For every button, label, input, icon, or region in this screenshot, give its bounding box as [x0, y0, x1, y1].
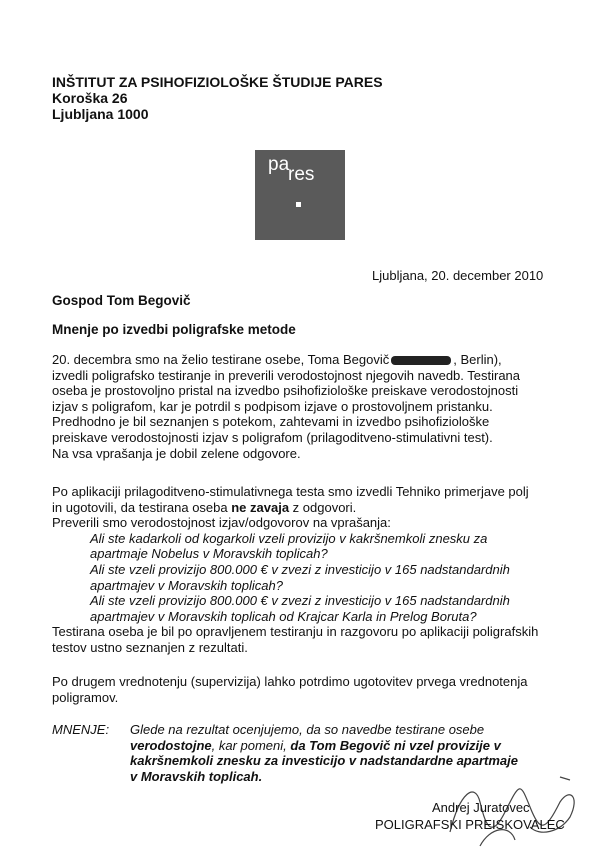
- text-span: in ugotovili, da testirana oseba: [52, 499, 232, 515]
- paragraph-2-line: Testirana oseba je bil po opravljenem testiranju in razgovoru po aplikaciji poligrafskih: [52, 624, 539, 640]
- question-line: apartmajev v Moravskih toplicah?: [90, 577, 283, 593]
- question-line: Ali ste vzeli provizijo 800.000 € v zvezi z investicijo v 165 nadstandardnih: [90, 593, 510, 609]
- opinion-line: v Moravskih toplicah.: [130, 768, 263, 784]
- letter-date: Ljubljana, 20. december 2010: [372, 268, 544, 283]
- paragraph-3-line: poligramov.: [52, 689, 119, 705]
- recipient: Gospod Tom Begovič: [52, 293, 191, 308]
- opinion-line: kakršnemkoli znesku za investicijo v nadstandardne apartmaje: [130, 753, 518, 769]
- logo-text-pa: pa: [268, 154, 290, 175]
- paragraph-2-line: Po aplikaciji prilagoditveno-stimulativnega testa smo izvedli Tehniko primerjave polj: [52, 484, 529, 499]
- institute-city: Ljubljana 1000: [52, 106, 149, 122]
- paragraph-1-line: oseba je prostovoljno pristal na izvedbo psihofiziološke preiskave verodostojnosti: [52, 383, 519, 399]
- opinion-label: MNENJE:: [52, 722, 110, 737]
- question-line: Ali ste vzeli provizijo 800.000 € v zvezi z investicijo v 165 nadstandardnih: [90, 561, 510, 577]
- question-line: apartmaje Nobelus v Moravskih toplicah?: [90, 546, 328, 562]
- logo-text-res: res: [288, 164, 315, 185]
- question-line: Ali ste kadarkoli od kogarkoli vzeli provizijo v kakršnemkoli znesku za: [90, 530, 488, 546]
- bold-text: verodostojne: [130, 737, 212, 753]
- paragraph-3: [52, 674, 572, 705]
- signer-name: Andrej Juratovec: [432, 800, 530, 815]
- text-span: z odgovori.: [289, 499, 357, 515]
- paragraph-2: [52, 484, 572, 656]
- paragraph-2-line: Preverili smo verodostojnost izjav/odgovorov na vprašanja:: [52, 515, 391, 531]
- paragraph-1-line: preiskave verodostojnosti izjav s poligrafom (prilagoditveno-stimulativni test).: [52, 429, 493, 445]
- text-span: , Berlin),: [453, 352, 502, 367]
- pares-logo: [255, 150, 345, 240]
- paragraph-2-line: [52, 500, 572, 516]
- paragraph-1: [52, 352, 572, 461]
- signer-title: POLIGRAFSKI PREISKOVALEC: [375, 817, 565, 832]
- paragraph-3-line: Po drugem vrednotenju (supervizija) lahko potrdimo ugotovitev prvega vrednotenja: [52, 674, 528, 689]
- text-span: 20. decembra smo na želio testirane osebe, Toma Begovič: [52, 352, 390, 367]
- paragraph-2-line: testov ustno seznanjen z rezultati.: [52, 639, 248, 655]
- bold-text: ne zavaja: [231, 499, 290, 515]
- question-line: apartmajev v Moravskih toplicah od Krajcar Karla in Prelog Boruta?: [90, 608, 477, 624]
- institute-name: INŠTITUT ZA PSIHOFIZIOLOŠKE ŠTUDIJE PARES: [52, 74, 383, 90]
- opinion-line: [130, 738, 570, 754]
- subject: Mnenje po izvedbi poligrafske metode: [52, 322, 296, 337]
- paragraph-1-line: Na vsa vprašanja je dobil zelene odgovore.: [52, 445, 301, 461]
- letterhead: [52, 74, 383, 122]
- text-span: , kar pomeni,: [211, 737, 291, 753]
- bold-text: da Tom Begovič ni vzel provizije v: [290, 737, 501, 753]
- paragraph-1-line: Predhodno je bil seznanjen s potekom, zahtevami in izvedbo psihofiziološke: [52, 414, 490, 430]
- redaction-scribble: [391, 356, 451, 365]
- logo-dot: [296, 202, 301, 207]
- institute-street: Koroška 26: [52, 90, 128, 106]
- paragraph-1-line: [52, 352, 572, 368]
- opinion-line: Glede na rezultat ocenjujemo, da so navedbe testirane osebe: [130, 722, 485, 737]
- paragraph-1-line: izjav s poligrafom, kar je potrdil s podpisom izjave o prostovoljnem pristanku.: [52, 398, 493, 414]
- paragraph-1-line: izvedli poligrafsko testiranje in preverili verodostojnost njegovih navedb. Testirana: [52, 367, 521, 383]
